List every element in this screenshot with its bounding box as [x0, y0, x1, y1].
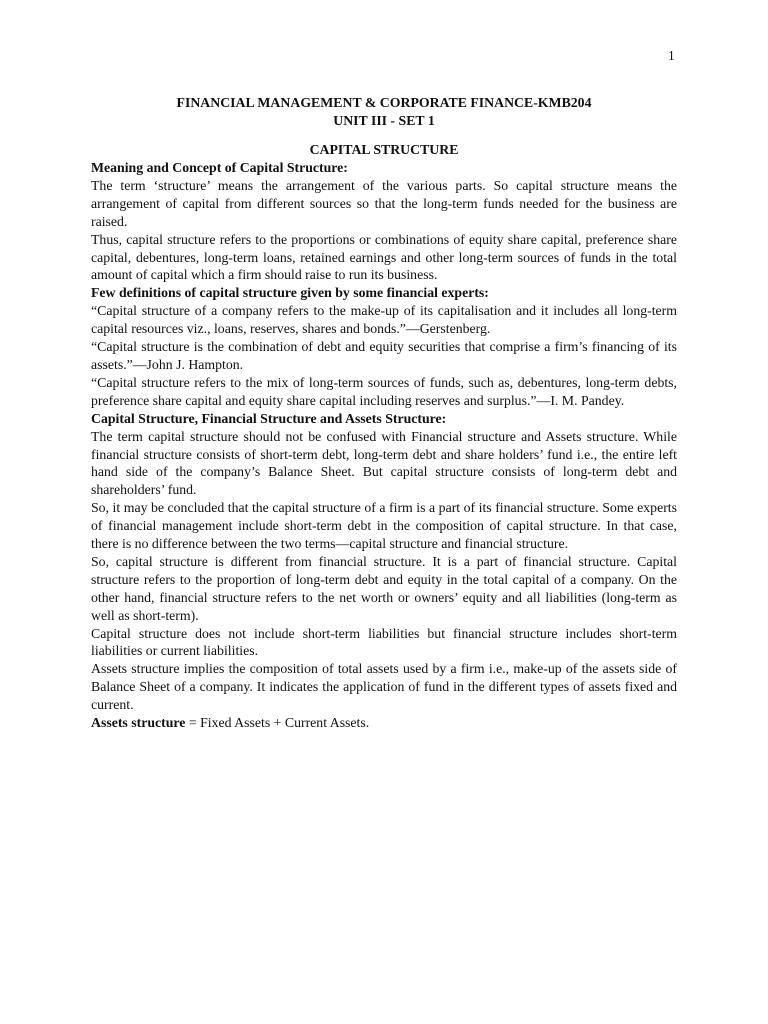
document-body	[91, 159, 677, 732]
topic-title: CAPITAL STRUCTURE	[309, 142, 459, 157]
page-number: 1	[668, 48, 675, 63]
section-heading-meaning: Meaning and Concept of Capital Structure:	[91, 160, 348, 175]
paragraph-assets-structure: Assets structure implies the composition of total assets used by a firm i.e., make-up of the assets side of Balance Sheet of a company. It indicates the application of fund in the different types of assets fixed and current.	[91, 661, 677, 713]
paragraph-not-confused: The term capital structure should not be confused with Financial structure and Assets structure. While financial structure consists of short-term debt, long-term debt and share holders’ fund i.e., the entire left hand side of the company’s Balance Sheet. But capital structure consists of long-term debt and shareholders’ fund.	[91, 428, 677, 498]
formula-expression: = Fixed Assets + Current Assets.	[185, 715, 370, 731]
assets-structure-formula	[91, 714, 677, 732]
paragraph-short-term-liabilities: Capital structure does not include short-term liabilities but financial structure includes short-term liabilities or current liabilities.	[91, 625, 677, 659]
course-title: FINANCIAL MANAGEMENT & CORPORATE FINANCE-KMB204	[176, 95, 592, 110]
paragraph-concluded: So, it may be concluded that the capital structure of a firm is a part of its financial structure. Some experts of financial management include short-term debt in the composition of capital structure. In that case, there is no difference between the two terms—capital structure and financial structure.	[91, 500, 677, 552]
paragraph-capital-structure-refers: Thus, capital structure refers to the proportions or combinations of equity share capital, preference share capital, debentures, long-term loans, retained earnings and other long-term sources of funds in the total amount of capital which a firm should raise to run its business.	[91, 231, 677, 283]
paragraph-structure-meaning: The term ‘structure’ means the arrangement of the various parts. So capital structure means the arrangement of capital from different sources so that the long-term funds needed for the business are raised.	[91, 177, 677, 229]
definition-pandey: “Capital structure refers to the mix of long-term sources of funds, such as, debentures, long-term debts, preference share capital and equity share capital including reserves and surplus.”—I. M. Pandey.	[91, 374, 677, 408]
paragraph-different: So, capital structure is different from financial structure. It is a part of financial structure. Capital structure refers to the proportion of long-term debt and equity in the total capital of a company. On the other hand, financial structure refers to the net worth or owners’ equity and all liabilities (long-term as well as short-term).	[91, 553, 677, 623]
section-heading-definitions: Few definitions of capital structure given by some financial experts:	[91, 285, 489, 301]
section-heading-structures: Capital Structure, Financial Structure and Assets Structure:	[91, 410, 447, 426]
document-header	[0, 94, 768, 130]
definition-gerstenberg: “Capital structure of a company refers to the make-up of its capitalisation and it includes all long-term capital resources viz., loans, reserves, shares and bonds.”—Gerstenberg.	[91, 303, 677, 337]
formula-term: Assets structure	[91, 715, 186, 731]
unit-title: UNIT III - SET 1	[333, 113, 435, 128]
definition-hampton: “Capital structure is the combination of debt and equity securities that comprise a firm’s financing of its assets.”—John J. Hampton.	[91, 339, 677, 372]
